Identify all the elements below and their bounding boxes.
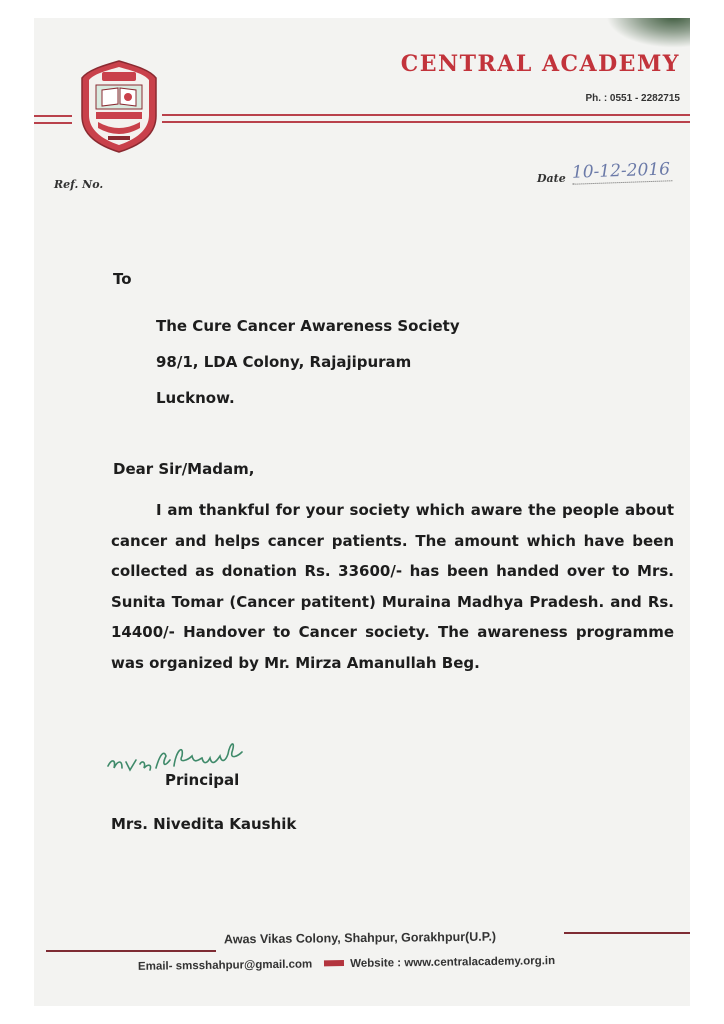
salutation: Dear Sir/Madam, <box>113 460 255 478</box>
footer-contact <box>138 955 555 973</box>
letter-page <box>34 18 690 1006</box>
header-rule-left <box>34 115 72 117</box>
signer-name: Mrs. Nivedita Kaushik <box>111 815 297 833</box>
footer-rule-right <box>564 932 690 934</box>
to-label: To <box>113 270 132 288</box>
header-rule-left-2 <box>34 122 72 124</box>
recipient-address <box>156 308 460 416</box>
date-label: Date <box>537 172 566 185</box>
date-value: 10-12-2016 <box>572 159 673 184</box>
school-crest-icon <box>78 58 160 154</box>
footer-email: Email- smsshahpur@gmail.com <box>137 958 313 973</box>
school-name: CENTRAL ACADEMY <box>400 51 680 77</box>
footer-website: Website : www.centralacademy.org.in <box>350 955 556 970</box>
footer-address: Awas Vikas Colony, Shahpur, Gorakhpur(U.P.) <box>223 929 497 947</box>
recipient-name: The Cure Cancer Awareness Society <box>156 317 460 335</box>
footer-rule-left <box>46 950 216 952</box>
school-phone: Ph. : 0551 - 2282715 <box>585 93 680 104</box>
page-corner-shadow <box>606 18 690 48</box>
header-rule-right-2 <box>162 121 690 123</box>
letter-body: I am thankful for your society which aware the people about cancer and helps cancer patients. The amount which have been collected as donation Rs. 33600/- has been handed over to Mrs. Sunita Tomar (Cancer patitent) Muraina Madhya Pradesh. and Rs. 14400/- Handover to Cancer society. The awareness programme was organized by Mr. Mirza Amanullah Beg. <box>111 501 674 672</box>
header-rule-right <box>162 114 690 116</box>
ref-no-label: Ref. No. <box>54 178 104 191</box>
recipient-street: 98/1, LDA Colony, Rajajipuram <box>156 353 412 371</box>
signer-designation: Principal <box>165 771 240 789</box>
recipient-city: Lucknow. <box>156 389 235 407</box>
separator-bar-icon <box>324 961 344 967</box>
